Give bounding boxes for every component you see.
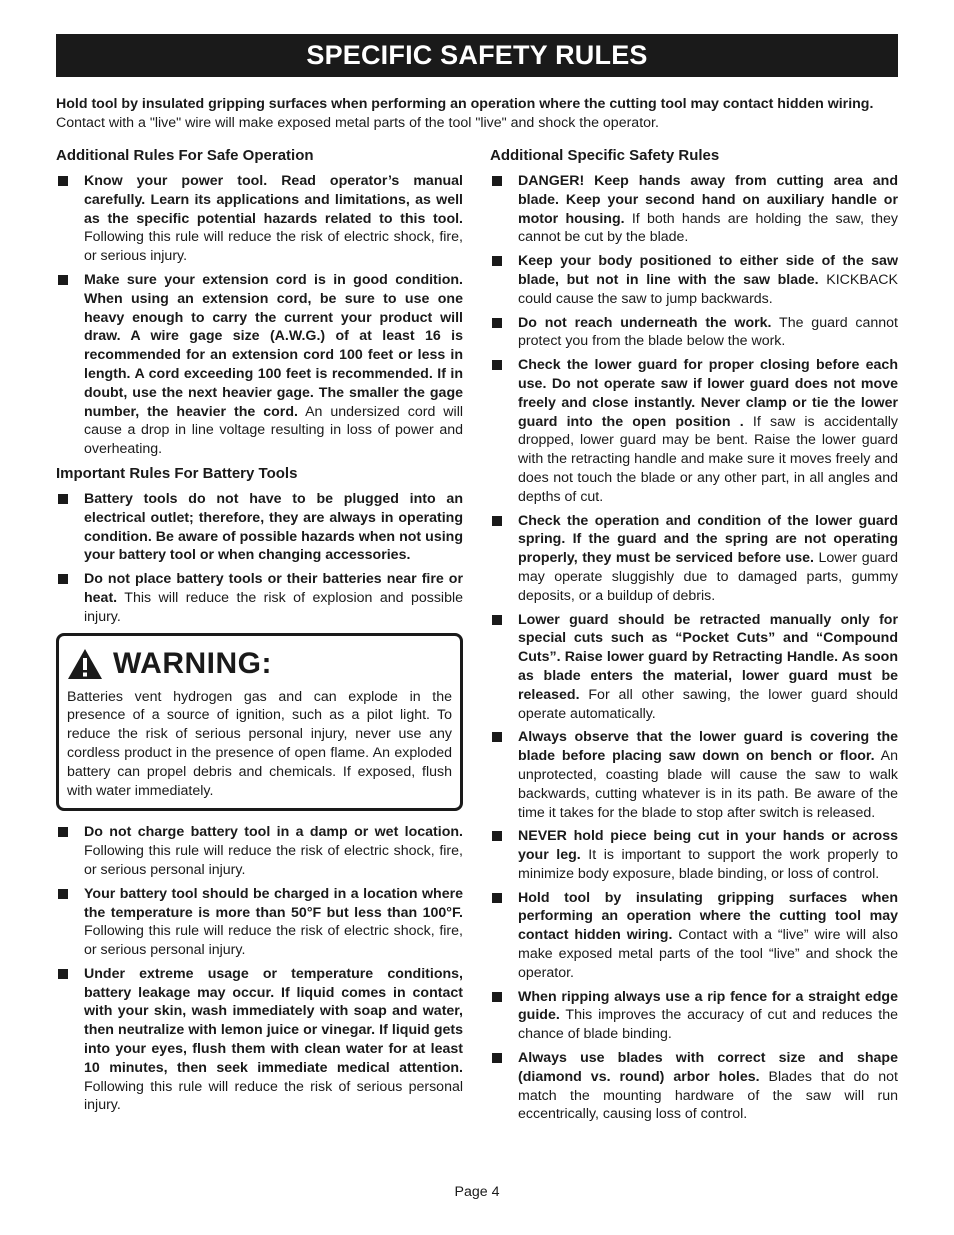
square-bullet-icon [492,318,502,328]
rule-item [56,885,463,960]
intro-bold: Hold tool by insulated gripping surfaces when performing an operation where the cutting tool may contact hidden wiring. [56,96,874,112]
warning-title: WARNING: [113,646,272,680]
rule-bold: Do not charge battery tool in a damp or wet location. [84,824,463,841]
square-bullet-icon [492,1053,502,1063]
intro-paragraph [56,95,898,133]
rule-text: Following this rule will reduce the risk of electric shock, fire, or serious personal injury. [84,843,463,878]
rule-bold: Under extreme usage or temperature conditions, battery leakage may occur. If liquid comes in contact with your skin, wash immediately with soap and water, then neutralize with lemon juice or vinegar. If liquid gets into your eyes, flush them with clean water for at least 10 minutes, then seek immediate medical attention. [84,965,463,1076]
rule-item [490,988,898,1044]
rule-item [490,827,898,883]
rule-text: This will reduce the risk of explosion and possible injury. [84,589,463,625]
heading-battery-tools: Important Rules For Battery Tools [56,464,298,482]
rule-item [490,172,898,247]
square-bullet-icon [492,516,502,526]
warning-triangle-icon [67,648,103,680]
rule-bold: Do not reach underneath the work. [518,314,772,331]
rule-item [56,823,463,879]
rule-item [490,356,898,506]
rule-text: An undersized cord will cause a drop in line voltage resulting in loss of power and overheating. [84,403,463,458]
rules-battery-tools [56,490,463,627]
square-bullet-icon [492,360,502,370]
rule-text: For all other sawing, the lower guard should operate automatically. [518,686,898,722]
page-number: Page 4 [454,1184,500,1200]
rule-text: Following this rule will reduce the risk of electric shock, fire, or serious injury. [84,229,463,265]
rule-bold: When ripping always use a rip fence for a straight edge guide. [518,988,898,1024]
rule-item [56,490,463,565]
rules-safe-operation [56,172,463,459]
square-bullet-icon [58,275,68,285]
square-bullet-icon [58,889,68,899]
square-bullet-icon [492,176,502,186]
rule-text: Following this rule will reduce the risk of electric shock, fire, or serious personal injury. [84,923,463,959]
rule-bold: NEVER hold piece being cut in your hands or across your leg. [518,828,898,864]
square-bullet-icon [492,732,502,742]
square-bullet-icon [58,176,68,186]
rule-item [490,1049,898,1124]
square-bullet-icon [492,992,502,1002]
rule-bold: Check the lower guard for proper closing before each use. Do not operate saw if lower guard does not move freely and close instantly. Never clamp or tie the lower guard into the open position . [518,357,898,430]
heading-specific-rules: Additional Specific Safety Rules [490,147,720,164]
rule-item [490,252,898,308]
rule-text: Contact with a “live” wire will also make exposed metal parts of the tool “live” and shock the operator. [518,927,898,981]
rule-text: Following this rule will reduce the risk of serious personal injury. [84,1078,463,1114]
rule-bold: Battery tools do not have to be plugged into an electrical outlet; therefore, they are always in operating condition. Be aware of possible hazards when not using your battery tool or when changing accessories. [84,490,463,564]
rule-item [490,512,898,606]
square-bullet-icon [492,256,502,266]
rule-bold: Hold tool by insulating gripping surfaces when performing an operation where the cutting tool may contact hidden wiring. [518,889,898,944]
rule-item [490,611,898,724]
warning-header [67,644,452,684]
rule-bold: Check the operation and condition of the lower guard spring. If the guard and the spring are not operating properly, they must be serviced before use. [518,512,898,567]
rule-item [56,172,463,266]
rule-bold: Keep your body positioned to either side of the saw blade, but not in line with the saw blade. [518,253,898,288]
rules-charging [56,823,463,1115]
square-bullet-icon [58,827,68,837]
rule-text: Blades that do not match the mounting hardware of the saw will run eccentrically, causing loss of control. [518,1068,898,1123]
rule-item [56,570,463,626]
intro-normal: Contact with a "live" wire will make exposed metal parts of the tool "live" and shock the operator. [56,115,659,131]
rule-text: KICKBACK could cause the saw to jump backwards. [518,271,898,307]
heading-safe-operation: Additional Rules For Safe Operation [56,147,314,164]
left-column [56,146,463,1120]
rule-text: An unprotected, coasting blade will cause the saw to walk backwards, cutting whatever is in its path. Be aware of the time it takes for the blade to stop after switch is released. [518,748,898,821]
right-column [490,146,898,1129]
rules-specific [490,172,898,1124]
square-bullet-icon [492,831,502,841]
warning-text: Batteries vent hydrogen gas and can explode in the presence of a source of ignition, such as a pilot light. To reduce the risk of serious personal injury, never use any cordless product in the presence of open flame. An exploded battery can propel debris and chemicals. If exposed, flush with water immediately. [67,688,452,799]
rule-bold: Your battery tool should be charged in a location where the temperature is more than 50°F but less than 100°F. [84,885,463,921]
page-title: SPECIFIC SAFETY RULES [56,34,898,77]
rule-text: It is important to support the work properly to minimize body exposure, blade binding, or loss of control. [518,847,898,882]
rule-text: If saw is accidentally dropped, lower guard may be bent. Raise the lower guard with the retracting handle and make sure it moves freely and does not touch the blade or any other part, in all angles and depths of cut. [518,413,898,505]
rule-item [490,889,898,983]
rule-text: If both hands are holding the saw, they cannot be cut by the blade. [518,210,898,246]
rule-text: This improves the accuracy of cut and reduces the chance of blade binding. [518,1007,898,1043]
rule-item [56,271,463,459]
rule-bold: Always observe that the lower guard is covering the blade before placing saw down on bench or floor. [518,729,898,765]
warning-box [56,633,463,812]
rule-bold: Know your power tool. Read operator’s manual carefully. Learn its applications and limitations, as well as the specific potential hazards related to this tool. [84,173,463,227]
square-bullet-icon [492,615,502,625]
rule-bold: DANGER! Keep hands away from cutting area and blade. Keep your second hand on auxiliary handle or motor housing. [518,173,898,227]
square-bullet-icon [492,893,502,903]
square-bullet-icon [58,969,68,979]
rule-text: The guard cannot protect you from the blade below the work. [518,314,898,350]
rule-bold: Lower guard should be retracted manually only for special cuts such as “Pocket Cuts” and “Compound Cuts”. Raise lower guard by Retracting Handle. As soon as blade enters the material, lower guard must be released. [518,611,898,703]
rule-item [490,728,898,822]
rule-text: Lower guard may operate sluggishly due to damaged parts, gummy deposits, or a buildup of debris. [518,550,898,604]
rule-item [490,314,898,352]
square-bullet-icon [58,494,68,504]
rule-item [56,965,463,1115]
rule-bold: Always use blades with correct size and shape (diamond vs. round) arbor holes. [518,1050,898,1085]
rule-bold: Make sure your extension cord is in good condition. When using an extension cord, be sure to use one heavy enough to carry the current your product will draw. A wire gage size (A.W.G.) of at least 16 is recommended for an extension cord 100 feet or less in length. A cord exceeding 100 feet is recommended. If in doubt, use the next heavier gage. The smaller the gage number, the heavier the cord. [84,271,463,420]
square-bullet-icon [58,574,68,584]
rule-bold: Do not place battery tools or their batteries near fire or heat. [84,571,463,606]
